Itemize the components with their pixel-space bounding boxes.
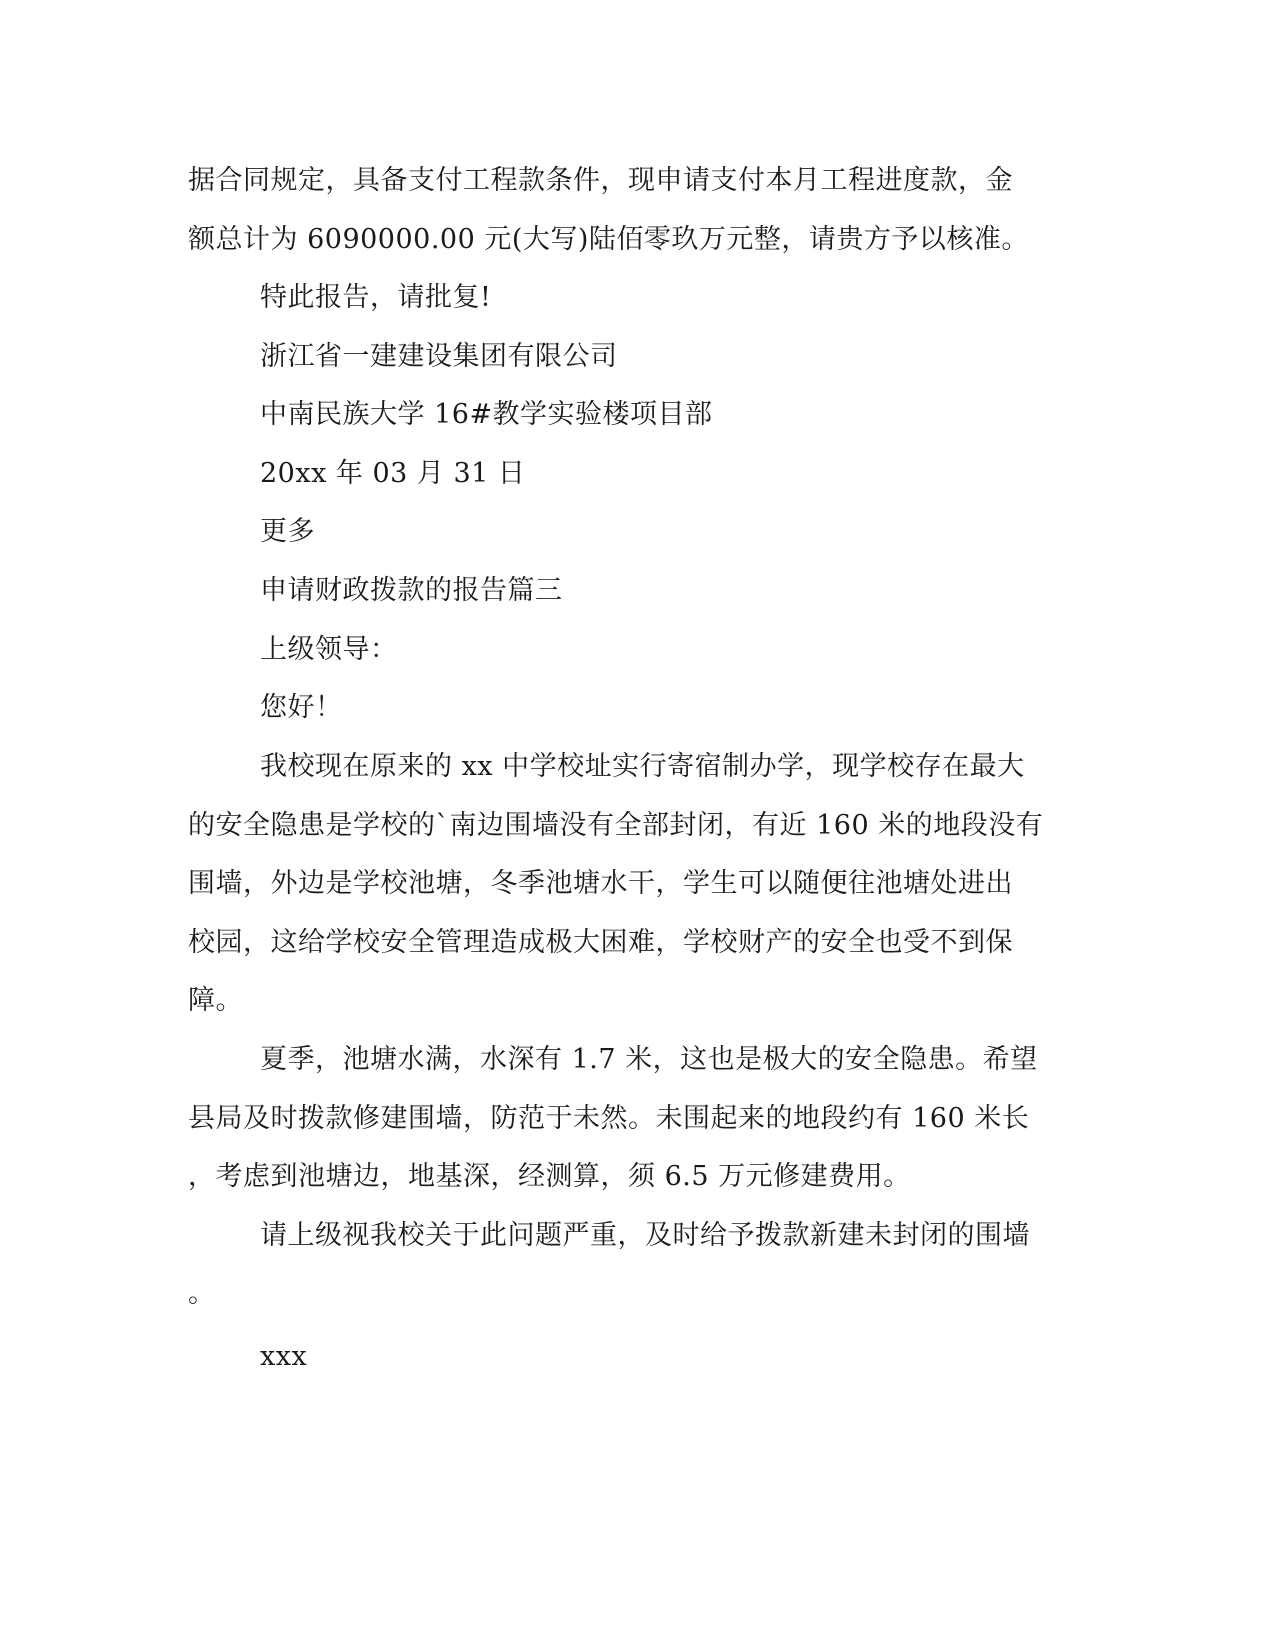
- more-text: 更多: [260, 516, 315, 547]
- signature-name: xxx: [260, 1341, 308, 1372]
- closing-line: 特此报告，请批复!: [260, 282, 492, 313]
- paragraph-line: 夏季，池塘水满，水深有 1.7 米，这也是极大的安全隐患。希望: [260, 1044, 1038, 1075]
- paragraph-line: 校园，这给学校安全管理造成极大困难，学校财产的安全也受不到保: [188, 927, 1013, 958]
- greeting: 您好！: [260, 692, 343, 723]
- paragraph-line: 障。: [188, 985, 243, 1016]
- paragraph-line: 围墙，外边是学校池塘，冬季池塘水干，学生可以随便往池塘处进出: [188, 868, 1013, 899]
- paragraph-line: 我校现在原来的 xx 中学校址实行寄宿制办学，现学校存在最大: [260, 751, 1025, 782]
- paragraph-line: 据合同规定，具备支付工程款条件，现申请支付本月工程进度款，金: [188, 165, 1013, 196]
- paragraph-line: 县局及时拨款修建围墙，防范于未然。未围起来的地段约有 160 米长: [188, 1103, 1030, 1134]
- salutation: 上级领导：: [260, 634, 398, 665]
- project-department: 中南民族大学 16#教学实验楼项目部: [260, 399, 713, 430]
- paragraph-line: 的安全隐患是学校的`南边围墙没有全部封闭，有近 160 米的地段没有: [188, 810, 1044, 841]
- paragraph-line: 请上级视我校关于此问题严重，及时给予拨款新建未封闭的围墙: [260, 1220, 1030, 1251]
- paragraph-line: ，考虑到池塘边，地基深，经测算，须 6.5 万元修建费用。: [188, 1161, 911, 1192]
- paragraph-line: 额总计为 6090000.00 元(大写)陆佰零玖万元整，请贵方予以核准。: [188, 224, 1029, 255]
- date-line: 20xx 年 03 月 31 日: [260, 458, 526, 489]
- section-title: 申请财政拨款的报告篇三: [260, 575, 563, 606]
- company-name: 浙江省一建建设集团有限公司: [260, 341, 618, 372]
- paragraph-line: 。: [188, 1278, 216, 1309]
